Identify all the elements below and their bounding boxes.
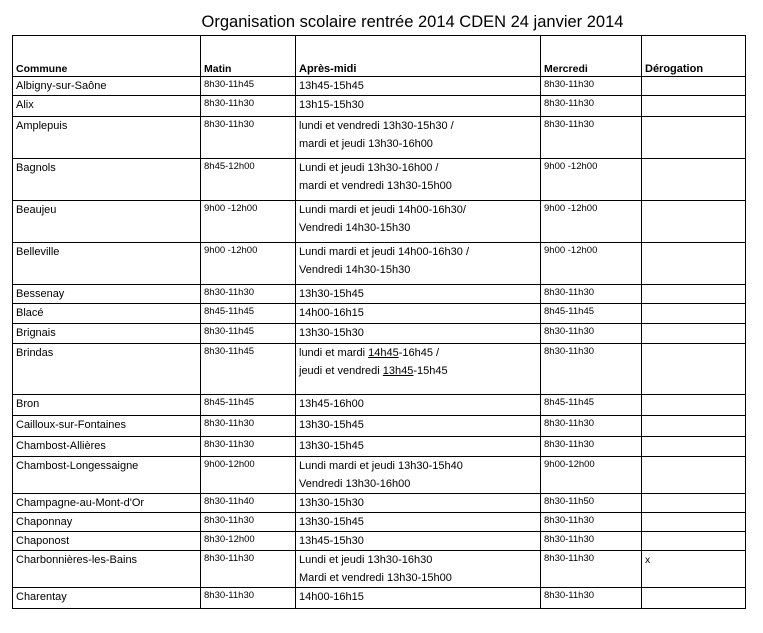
- underlined-time: 13h45: [382, 365, 414, 377]
- cell-commune: Amplepuis: [13, 117, 201, 159]
- cell-commune: Charbonnières-les-Bains: [13, 551, 201, 588]
- table-row: [13, 513, 746, 532]
- cell-matin: 8h30-11h30: [201, 551, 296, 588]
- apres-midi-line: 13h30-15h30: [299, 497, 364, 509]
- schedule-table: [12, 35, 746, 609]
- cell-apres-midi: [296, 513, 541, 532]
- cell-derogation: [642, 457, 746, 494]
- apres-midi-line: 13h30-15h45: [299, 419, 364, 431]
- cell-commune: Charentay: [13, 588, 201, 609]
- cell-apres-midi: [296, 96, 541, 117]
- cell-matin: 9h00 -12h00: [201, 201, 296, 243]
- cell-apres-midi: [296, 416, 541, 437]
- cell-commune: Champagne-au-Mont-d'Or: [13, 494, 201, 513]
- cell-commune: Bessenay: [13, 285, 201, 304]
- apres-midi-line: Mardi et vendredi 13h30-15h00: [299, 572, 452, 584]
- cell-matin: 8h30-11h30: [201, 588, 296, 609]
- table-row: [13, 304, 746, 324]
- cell-commune: Chambost-Allières: [13, 437, 201, 457]
- cell-commune: Chaponost: [13, 532, 201, 551]
- cell-mercredi: 8h30-11h30: [541, 416, 642, 437]
- cell-matin: 8h30-11h45: [201, 344, 296, 395]
- cell-mercredi: 8h30-11h30: [541, 117, 642, 159]
- cell-derogation: [642, 344, 746, 395]
- cell-matin: 9h00 -12h00: [201, 243, 296, 285]
- cell-derogation: [642, 532, 746, 551]
- cell-apres-midi: [296, 201, 541, 243]
- apres-midi-line: Lundi mardi et jeudi 14h00-16h30/: [299, 204, 466, 216]
- cell-mercredi: 8h30-11h30: [541, 324, 642, 344]
- header-mercredi: Mercredi: [541, 36, 642, 77]
- cell-derogation: [642, 285, 746, 304]
- cell-mercredi: 8h30-11h30: [541, 513, 642, 532]
- cell-apres-midi: [296, 551, 541, 588]
- cell-apres-midi: [296, 285, 541, 304]
- cell-matin: 8h45-11h45: [201, 304, 296, 324]
- cell-mercredi: 8h45-11h45: [541, 395, 642, 416]
- cell-derogation: [642, 201, 746, 243]
- cell-apres-midi: [296, 457, 541, 494]
- table-row: [13, 285, 746, 304]
- cell-matin: 8h45-12h00: [201, 159, 296, 201]
- cell-apres-midi: [296, 159, 541, 201]
- cell-matin: 8h30-12h00: [201, 532, 296, 551]
- table-row: [13, 159, 746, 201]
- table-row: [13, 77, 746, 96]
- table-row: [13, 588, 746, 609]
- cell-commune: Brignais: [13, 324, 201, 344]
- apres-midi-line: 13h30-15h45: [299, 288, 364, 300]
- table-row: [13, 457, 746, 494]
- cell-mercredi: 8h30-11h30: [541, 437, 642, 457]
- cell-matin: 8h30-11h30: [201, 117, 296, 159]
- table-row: [13, 344, 746, 395]
- cell-derogation: [642, 395, 746, 416]
- cell-mercredi: 9h00-12h00: [541, 457, 642, 494]
- cell-mercredi: 8h30-11h30: [541, 96, 642, 117]
- cell-apres-midi: [296, 395, 541, 416]
- table-row: [13, 437, 746, 457]
- cell-commune: Chambost-Longessaigne: [13, 457, 201, 494]
- apres-midi-line: 13h30-15h45: [299, 440, 364, 452]
- cell-apres-midi: [296, 304, 541, 324]
- apres-midi-line: Lundi et jeudi 13h30-16h00 /: [299, 162, 439, 174]
- cell-derogation: [642, 513, 746, 532]
- cell-mercredi: 8h30-11h50: [541, 494, 642, 513]
- cell-derogation: [642, 96, 746, 117]
- table-row: [13, 117, 746, 159]
- cell-derogation: [642, 324, 746, 344]
- underlined-time: 14h45: [368, 347, 399, 359]
- table-row: [13, 324, 746, 344]
- cell-mercredi: 8h45-11h45: [541, 304, 642, 324]
- cell-derogation: [642, 77, 746, 96]
- cell-mercredi: 8h30-11h30: [541, 532, 642, 551]
- cell-commune: Bron: [13, 395, 201, 416]
- table-row: [13, 96, 746, 117]
- apres-midi-line: Vendredi 13h30-16h00: [299, 478, 411, 490]
- apres-midi-line: lundi et vendredi 13h30-15h30 /: [299, 120, 454, 132]
- header-derogation: Dérogation: [642, 36, 746, 77]
- cell-mercredi: 9h00 -12h00: [541, 243, 642, 285]
- cell-apres-midi: [296, 77, 541, 96]
- header-commune: Commune: [13, 36, 201, 77]
- apres-midi-line: lundi et mardi 14h45-16h45 /: [299, 347, 440, 359]
- table-row: [13, 395, 746, 416]
- cell-mercredi: 8h30-11h30: [541, 285, 642, 304]
- cell-commune: Blacé: [13, 304, 201, 324]
- cell-apres-midi: [296, 588, 541, 609]
- apres-midi-line: 14h00-16h15: [299, 307, 364, 319]
- apres-midi-line: Vendredi 14h30-15h30: [299, 264, 411, 276]
- cell-matin: 8h30-11h40: [201, 494, 296, 513]
- cell-derogation: [642, 437, 746, 457]
- cell-apres-midi: [296, 494, 541, 513]
- cell-mercredi: 8h30-11h30: [541, 344, 642, 395]
- apres-midi-line: Vendredi 14h30-15h30: [299, 222, 411, 234]
- document-title: Organisation scolaire rentrée 2014 CDEN 24 janvier 2014: [201, 13, 624, 31]
- apres-midi-line: 13h45-15h45: [299, 80, 364, 92]
- apres-midi-line: 13h15-15h30: [299, 99, 364, 111]
- apres-midi-line: 14h00-16h15: [299, 591, 364, 603]
- table-row: [13, 201, 746, 243]
- table-row: [13, 494, 746, 513]
- apres-midi-line: mardi et jeudi 13h30-16h00: [299, 138, 433, 150]
- apres-midi-line: Lundi mardi et jeudi 13h30-15h40: [299, 460, 463, 472]
- cell-commune: Albigny-sur-Saône: [13, 77, 201, 96]
- cell-mercredi: 8h30-11h30: [541, 551, 642, 588]
- cell-derogation: [642, 416, 746, 437]
- cell-derogation: [642, 243, 746, 285]
- apres-midi-line: Lundi et jeudi 13h30-16h30: [299, 554, 433, 566]
- cell-commune: Bagnols: [13, 159, 201, 201]
- cell-apres-midi: [296, 324, 541, 344]
- cell-apres-midi: [296, 532, 541, 551]
- cell-commune: Belleville: [13, 243, 201, 285]
- cell-matin: 8h30-11h30: [201, 96, 296, 117]
- cell-derogation: x: [642, 551, 746, 588]
- cell-matin: 8h30-11h45: [201, 77, 296, 96]
- cell-mercredi: 8h30-11h30: [541, 77, 642, 96]
- cell-matin: 8h45-11h45: [201, 395, 296, 416]
- cell-apres-midi: [296, 243, 541, 285]
- cell-commune: Beaujeu: [13, 201, 201, 243]
- cell-mercredi: 8h30-11h30: [541, 588, 642, 609]
- cell-derogation: [642, 304, 746, 324]
- apres-midi-line: 13h45-15h30: [299, 535, 364, 547]
- table-row: [13, 416, 746, 437]
- header-matin: Matin: [201, 36, 296, 77]
- table-row: [13, 532, 746, 551]
- cell-matin: 9h00-12h00: [201, 457, 296, 494]
- cell-matin: 8h30-11h30: [201, 285, 296, 304]
- header-apres-midi: Après-midi: [296, 36, 541, 77]
- cell-derogation: [642, 494, 746, 513]
- apres-midi-line: mardi et vendredi 13h30-15h00: [299, 180, 452, 192]
- table-row: [13, 551, 746, 588]
- cell-apres-midi: [296, 344, 541, 395]
- cell-apres-midi: [296, 437, 541, 457]
- cell-matin: 8h30-11h30: [201, 416, 296, 437]
- apres-midi-line: jeudi et vendredi 13h45-15h45: [299, 365, 448, 377]
- cell-derogation: [642, 159, 746, 201]
- cell-apres-midi: [296, 117, 541, 159]
- apres-midi-line: 13h30-15h30: [299, 327, 364, 339]
- cell-commune: Chaponnay: [13, 513, 201, 532]
- apres-midi-line: 13h45-16h00: [299, 398, 364, 410]
- cell-mercredi: 9h00 -12h00: [541, 159, 642, 201]
- cell-matin: 8h30-11h30: [201, 437, 296, 457]
- cell-commune: Brindas: [13, 344, 201, 395]
- cell-commune: Cailloux-sur-Fontaines: [13, 416, 201, 437]
- cell-derogation: [642, 117, 746, 159]
- header-row: [13, 36, 746, 77]
- cell-mercredi: 9h00 -12h00: [541, 201, 642, 243]
- apres-midi-line: 13h30-15h45: [299, 516, 364, 528]
- cell-commune: Alix: [13, 96, 201, 117]
- cell-matin: 8h30-11h45: [201, 324, 296, 344]
- apres-midi-line: Lundi mardi et jeudi 14h00-16h30 /: [299, 246, 470, 258]
- table-row: [13, 243, 746, 285]
- cell-matin: 8h30-11h30: [201, 513, 296, 532]
- cell-derogation: [642, 588, 746, 609]
